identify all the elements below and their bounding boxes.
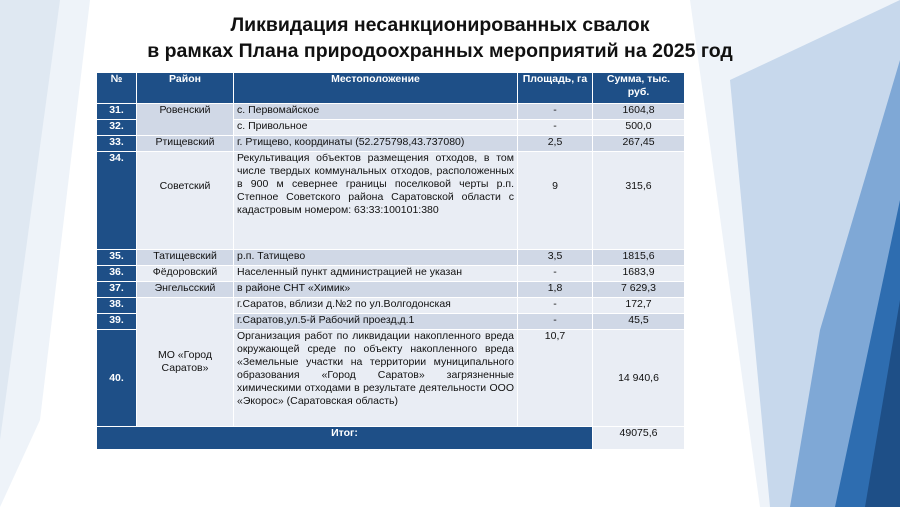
row-num: 34.: [97, 152, 137, 250]
row-num: 33.: [97, 136, 137, 152]
row-area: -: [518, 104, 593, 120]
row-area: 2,5: [518, 136, 593, 152]
row-area: -: [518, 266, 593, 282]
landfill-table: [96, 72, 685, 450]
row-location: г. Ртищево, координаты (52.275798,43.737080): [234, 136, 518, 152]
row-location: в районе СНТ «Химик»: [234, 282, 518, 298]
row-num: 35.: [97, 250, 137, 266]
row-location: Населенный пункт администрацией не указан: [234, 266, 518, 282]
row-area: 1,8: [518, 282, 593, 298]
row-area: 3,5: [518, 250, 593, 266]
row-num: 32.: [97, 120, 137, 136]
row-location: с. Привольное: [234, 120, 518, 136]
table-row: [97, 136, 685, 152]
row-rayon: МО «Город Саратов»: [137, 298, 234, 427]
row-rayon: Советский: [137, 152, 234, 250]
row-location: с. Первомайское: [234, 104, 518, 120]
row-area: -: [518, 314, 593, 330]
row-num: 31.: [97, 104, 137, 120]
row-sum: 7 629,3: [593, 282, 685, 298]
row-area: -: [518, 298, 593, 314]
row-rayon: Энгельсский: [137, 282, 234, 298]
row-rayon: Татищевский: [137, 250, 234, 266]
row-sum: 1815,6: [593, 250, 685, 266]
row-sum: 1683,9: [593, 266, 685, 282]
row-location: Организация работ по ликвидации накопленного вреда окружающей среде по объекту накопленного вреда «Земельные участки на территории муниципального образования «Город Саратов» загрязненные химическими отходами в результате деятельности ООО «Экорос» (Саратовская область): [234, 330, 518, 427]
title-line-2: в рамках Плана природоохранных мероприятий на 2025 год: [147, 40, 733, 62]
row-sum: 267,45: [593, 136, 685, 152]
row-area: -: [518, 120, 593, 136]
row-rayon: Фёдоровский: [137, 266, 234, 282]
row-sum: 500,0: [593, 120, 685, 136]
row-location: г.Саратов,ул.5-й Рабочий проезд,д.1: [234, 314, 518, 330]
row-sum: 172,7: [593, 298, 685, 314]
row-sum: 1604,8: [593, 104, 685, 120]
row-area: 9: [518, 152, 593, 250]
row-num: 36.: [97, 266, 137, 282]
table-row: [97, 298, 685, 314]
total-label: Итог:: [97, 427, 593, 450]
table-row: [97, 152, 685, 250]
total-row: [97, 427, 685, 450]
table-row: [97, 250, 685, 266]
row-num: 39.: [97, 314, 137, 330]
row-area: 10,7: [518, 330, 593, 427]
header-rayon: Район: [137, 73, 234, 104]
row-location: Рекультивация объектов размещения отходов, в том числе твердых коммунальных отходов, расположенных в 900 м севернее границы поселковой черты р.п. Степное Советского района Саратовской области с кадастровым номером: 63:33:100101:380: [234, 152, 518, 250]
title-line-1: Ликвидация несанкционированных свалок: [230, 14, 650, 36]
table-row: [97, 266, 685, 282]
row-rayon: Ртищевский: [137, 136, 234, 152]
total-sum: 49075,6: [593, 427, 685, 450]
row-rayon: Ровенский: [137, 104, 234, 136]
header-num: №: [97, 73, 137, 104]
header-location: Местоположение: [234, 73, 518, 104]
row-num: 40.: [97, 330, 137, 427]
row-location: р.п. Татищево: [234, 250, 518, 266]
page-title: [100, 12, 780, 64]
table-row: [97, 104, 685, 120]
row-sum: 315,6: [593, 152, 685, 250]
header-sum: Сумма, тыс. руб.: [593, 73, 685, 104]
row-num: 38.: [97, 298, 137, 314]
row-location: г.Саратов, вблизи д.№2 по ул.Волгодонская: [234, 298, 518, 314]
row-num: 37.: [97, 282, 137, 298]
table-row: [97, 282, 685, 298]
table-header-row: [97, 73, 685, 104]
row-sum: 45,5: [593, 314, 685, 330]
row-sum: 14 940,6: [593, 330, 685, 427]
header-area: Площадь, га: [518, 73, 593, 104]
